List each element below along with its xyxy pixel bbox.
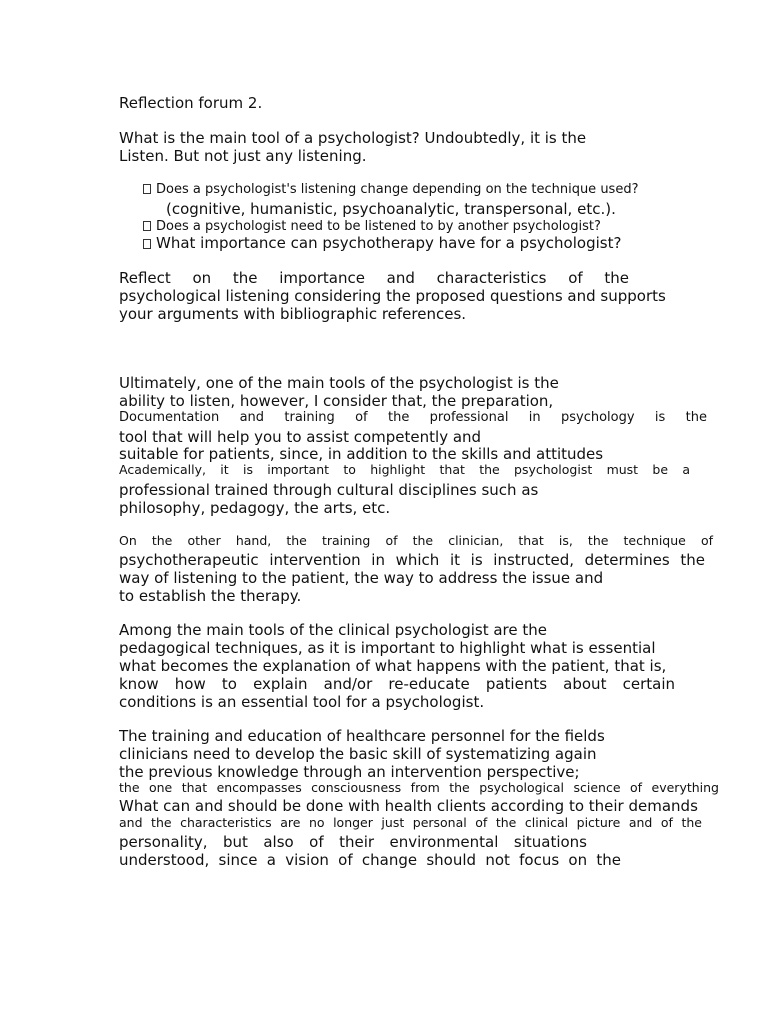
instruction-line: your arguments with bibliographic references. [119, 305, 467, 323]
paragraph-line: the previous knowledge through an intervention perspective; [119, 763, 580, 781]
question-continuation: (cognitive, humanistic, psychoanalytic, transpersonal, etc.). [166, 200, 616, 218]
paragraph-line: personality, but also of their environmental situations [119, 833, 587, 851]
question-item [143, 236, 621, 251]
paragraph-line: psychotherapeutic intervention in which it is instructed, determines the [119, 551, 705, 569]
question-text: Does a psychologist's listening change depending on the technique used? [156, 182, 639, 197]
paragraph-line: Academically, it is important to highlight that the psychologist must be a [119, 462, 690, 477]
paragraph-line: Among the main tools of the clinical psychologist are the [119, 621, 547, 639]
question-item [143, 220, 601, 233]
paragraph-line: suitable for patients, since, in addition to the skills and attitudes [119, 445, 604, 463]
paragraph-line: to establish the therapy. [119, 587, 302, 605]
paragraph-line: way of listening to the patient, the way to address the issue and [119, 569, 604, 587]
paragraph-line: Ultimately, one of the main tools of the psychologist is the [119, 374, 559, 392]
paragraph-line: know how to explain and/or re-educate patients about certain [119, 675, 675, 693]
paragraph-line: Documentation and training of the professional in psychology is the [119, 410, 707, 425]
intro-line: Listen. But not just any listening. [119, 147, 367, 165]
paragraph-line: The training and education of healthcare personnel for the fields [119, 727, 605, 745]
paragraph-line: conditions is an essential tool for a psychologist. [119, 693, 485, 711]
paragraph-line: what becomes the explanation of what happens with the patient, that is, [119, 657, 667, 675]
paragraph-line: the one that encompasses consciousness from the psychological science of everything [119, 780, 719, 795]
intro-line: What is the main tool of a psychologist? Undoubtedly, it is the [119, 129, 587, 147]
paragraph-line: and the characteristics are no longer just personal of the clinical picture and of the [119, 815, 702, 830]
paragraph-line: clinicians need to develop the basic skill of systematizing again [119, 745, 597, 763]
paragraph-line: pedagogical techniques, as it is important to highlight what is essential [119, 639, 656, 657]
paragraph-line: understood, since a vision of change should not focus on the [119, 851, 621, 869]
checkbox-glyph-icon [143, 221, 151, 231]
question-text: Does a psychologist need to be listened to by another psychologist? [156, 219, 601, 234]
question-text: What importance can psychotherapy have for a psychologist? [156, 234, 622, 252]
checkbox-glyph-icon [143, 239, 151, 249]
instruction-line: psychological listening considering the proposed questions and supports [119, 287, 666, 305]
question-item [143, 183, 638, 196]
instruction-line: Reflect on the importance and characteristics of the [119, 269, 629, 287]
paragraph-line: philosophy, pedagogy, the arts, etc. [119, 499, 391, 517]
paragraph-line: What can and should be done with health clients according to their demands [119, 797, 698, 815]
paragraph-line: On the other hand, the training of the clinician, that is, the technique of [119, 533, 713, 548]
document-title: Reflection forum 2. [119, 94, 263, 112]
paragraph-line: tool that will help you to assist competently and [119, 428, 482, 446]
paragraph-line: ability to listen, however, I consider that, the preparation, [119, 392, 554, 410]
paragraph-line: professional trained through cultural disciplines such as [119, 481, 539, 499]
checkbox-glyph-icon [143, 184, 151, 194]
